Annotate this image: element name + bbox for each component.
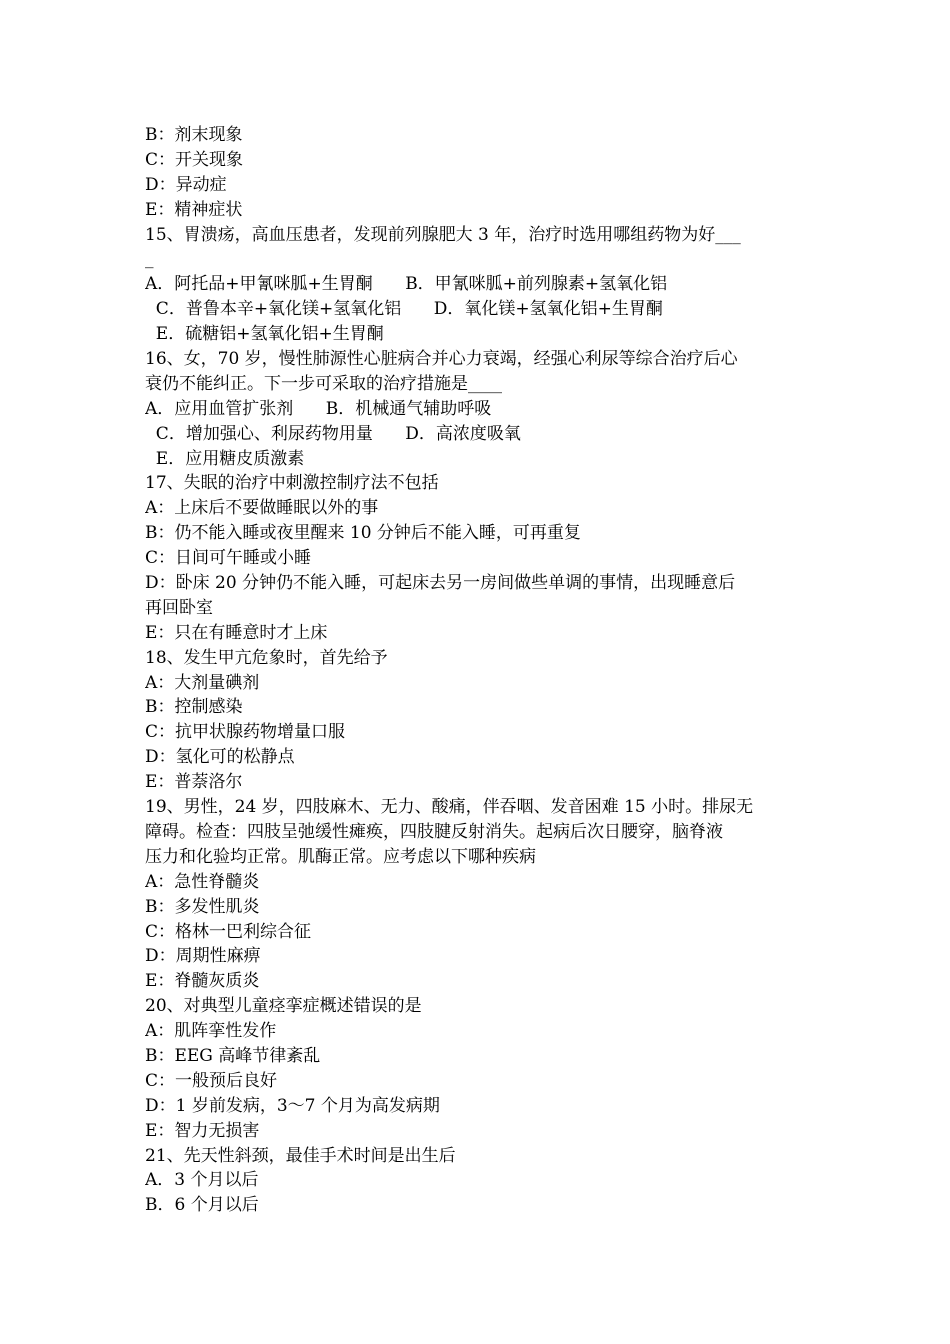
question-stem: 15、胃溃疡，高血压患者，发现前列腺肥大 3 年，治疗时选用哪组药物为好___ [145, 224, 741, 245]
option-row: A：上床后不要做睡眠以外的事 [145, 498, 379, 519]
option-row: A．3 个月以后 [145, 1170, 259, 1191]
option-row: A．应用血管扩张剂 B．机械通气辅助呼吸 [145, 398, 492, 419]
option-row: E：普萘洛尔 [145, 772, 243, 793]
question-stem: 20、对典型儿童痉挛症概述错误的是 [145, 996, 422, 1017]
question-stem: 19、男性，24 岁，四肢麻木、无力、酸痛，伴吞咽、发音困难 15 小时。排尿无 [145, 797, 754, 818]
option-row: D：卧床 20 分钟仍不能入睡，可起床去另一房间做些单调的事情，出现睡意后 [145, 573, 736, 594]
option-row: E：只在有睡意时才上床 [145, 622, 328, 643]
text-line: 障碍。检查：四肢呈弛缓性瘫痪，四肢腱反射消失。起病后次日腰穿，脑脊液 [145, 821, 723, 842]
option-row: C．普鲁本辛+氧化镁+氢氧化铝 D．氧化镁+氢氧化铝+生胃酮 [145, 299, 663, 320]
option-row: C：格林一巴利综合征 [145, 921, 312, 942]
option-row: B：控制感染 [145, 697, 243, 718]
option-row: E：智力无损害 [145, 1120, 260, 1141]
option-row: E．硫糖铝+氢氧化铝+生胃酮 [145, 324, 384, 345]
question-stem: 16、女，70 岁，慢性肺源性心脏病合并心力衰竭，经强心利尿等综合治疗后心 [145, 349, 738, 370]
option-row: C．增加强心、利尿药物用量 D．高浓度吸氧 [145, 423, 521, 444]
option-row: C：日间可午睡或小睡 [145, 548, 312, 569]
option-row: B：EEG 高峰节律紊乱 [145, 1045, 321, 1066]
option-row: B：多发性肌炎 [145, 896, 260, 917]
document-page [145, 123, 810, 1218]
option-row: C：抗甲状腺药物增量口服 [145, 722, 346, 743]
option-row: C：一般预后良好 [145, 1070, 278, 1091]
text-line: C：开关现象 [145, 149, 244, 170]
text-line: 衰仍不能纠正。下一步可采取的治疗措施是____ [145, 373, 502, 394]
text-line: _ [145, 249, 154, 270]
option-row: B：仍不能入睡或夜里醒来 10 分钟后不能入睡，可再重复 [145, 523, 581, 544]
text-line: 压力和化验均正常。肌酶正常。应考虑以下哪种疾病 [145, 846, 536, 867]
option-row: B．6 个月以后 [145, 1195, 259, 1216]
text-line: E：精神症状 [145, 199, 243, 220]
question-stem: 21、先天性斜颈，最佳手术时间是出生后 [145, 1145, 456, 1166]
option-row: A：肌阵挛性发作 [145, 1021, 277, 1042]
option-row: D：氢化可的松静点 [145, 747, 295, 768]
option-row: A：大剂量碘剂 [145, 672, 260, 693]
option-row: E．应用糖皮质激素 [145, 448, 305, 469]
question-stem: 18、发生甲亢危象时，首先给予 [145, 647, 388, 668]
text-line: B：剂末现象 [145, 125, 243, 145]
option-row: D：1 岁前发病，3～7 个月为高发病期 [145, 1095, 440, 1116]
text-line: 再回卧室 [145, 597, 213, 618]
question-stem: 17、失眠的治疗中刺激控制疗法不包括 [145, 473, 439, 494]
option-row: A．阿托品+甲氰咪胍+生胃酮 B．甲氰咪胍+前列腺素+氢氧化铝 [145, 274, 668, 295]
text-line: D：异动症 [145, 174, 227, 195]
option-row: D：周期性麻痹 [145, 946, 261, 967]
option-row: A：急性脊髓炎 [145, 871, 260, 892]
option-row: E：脊髓灰质炎 [145, 971, 260, 992]
